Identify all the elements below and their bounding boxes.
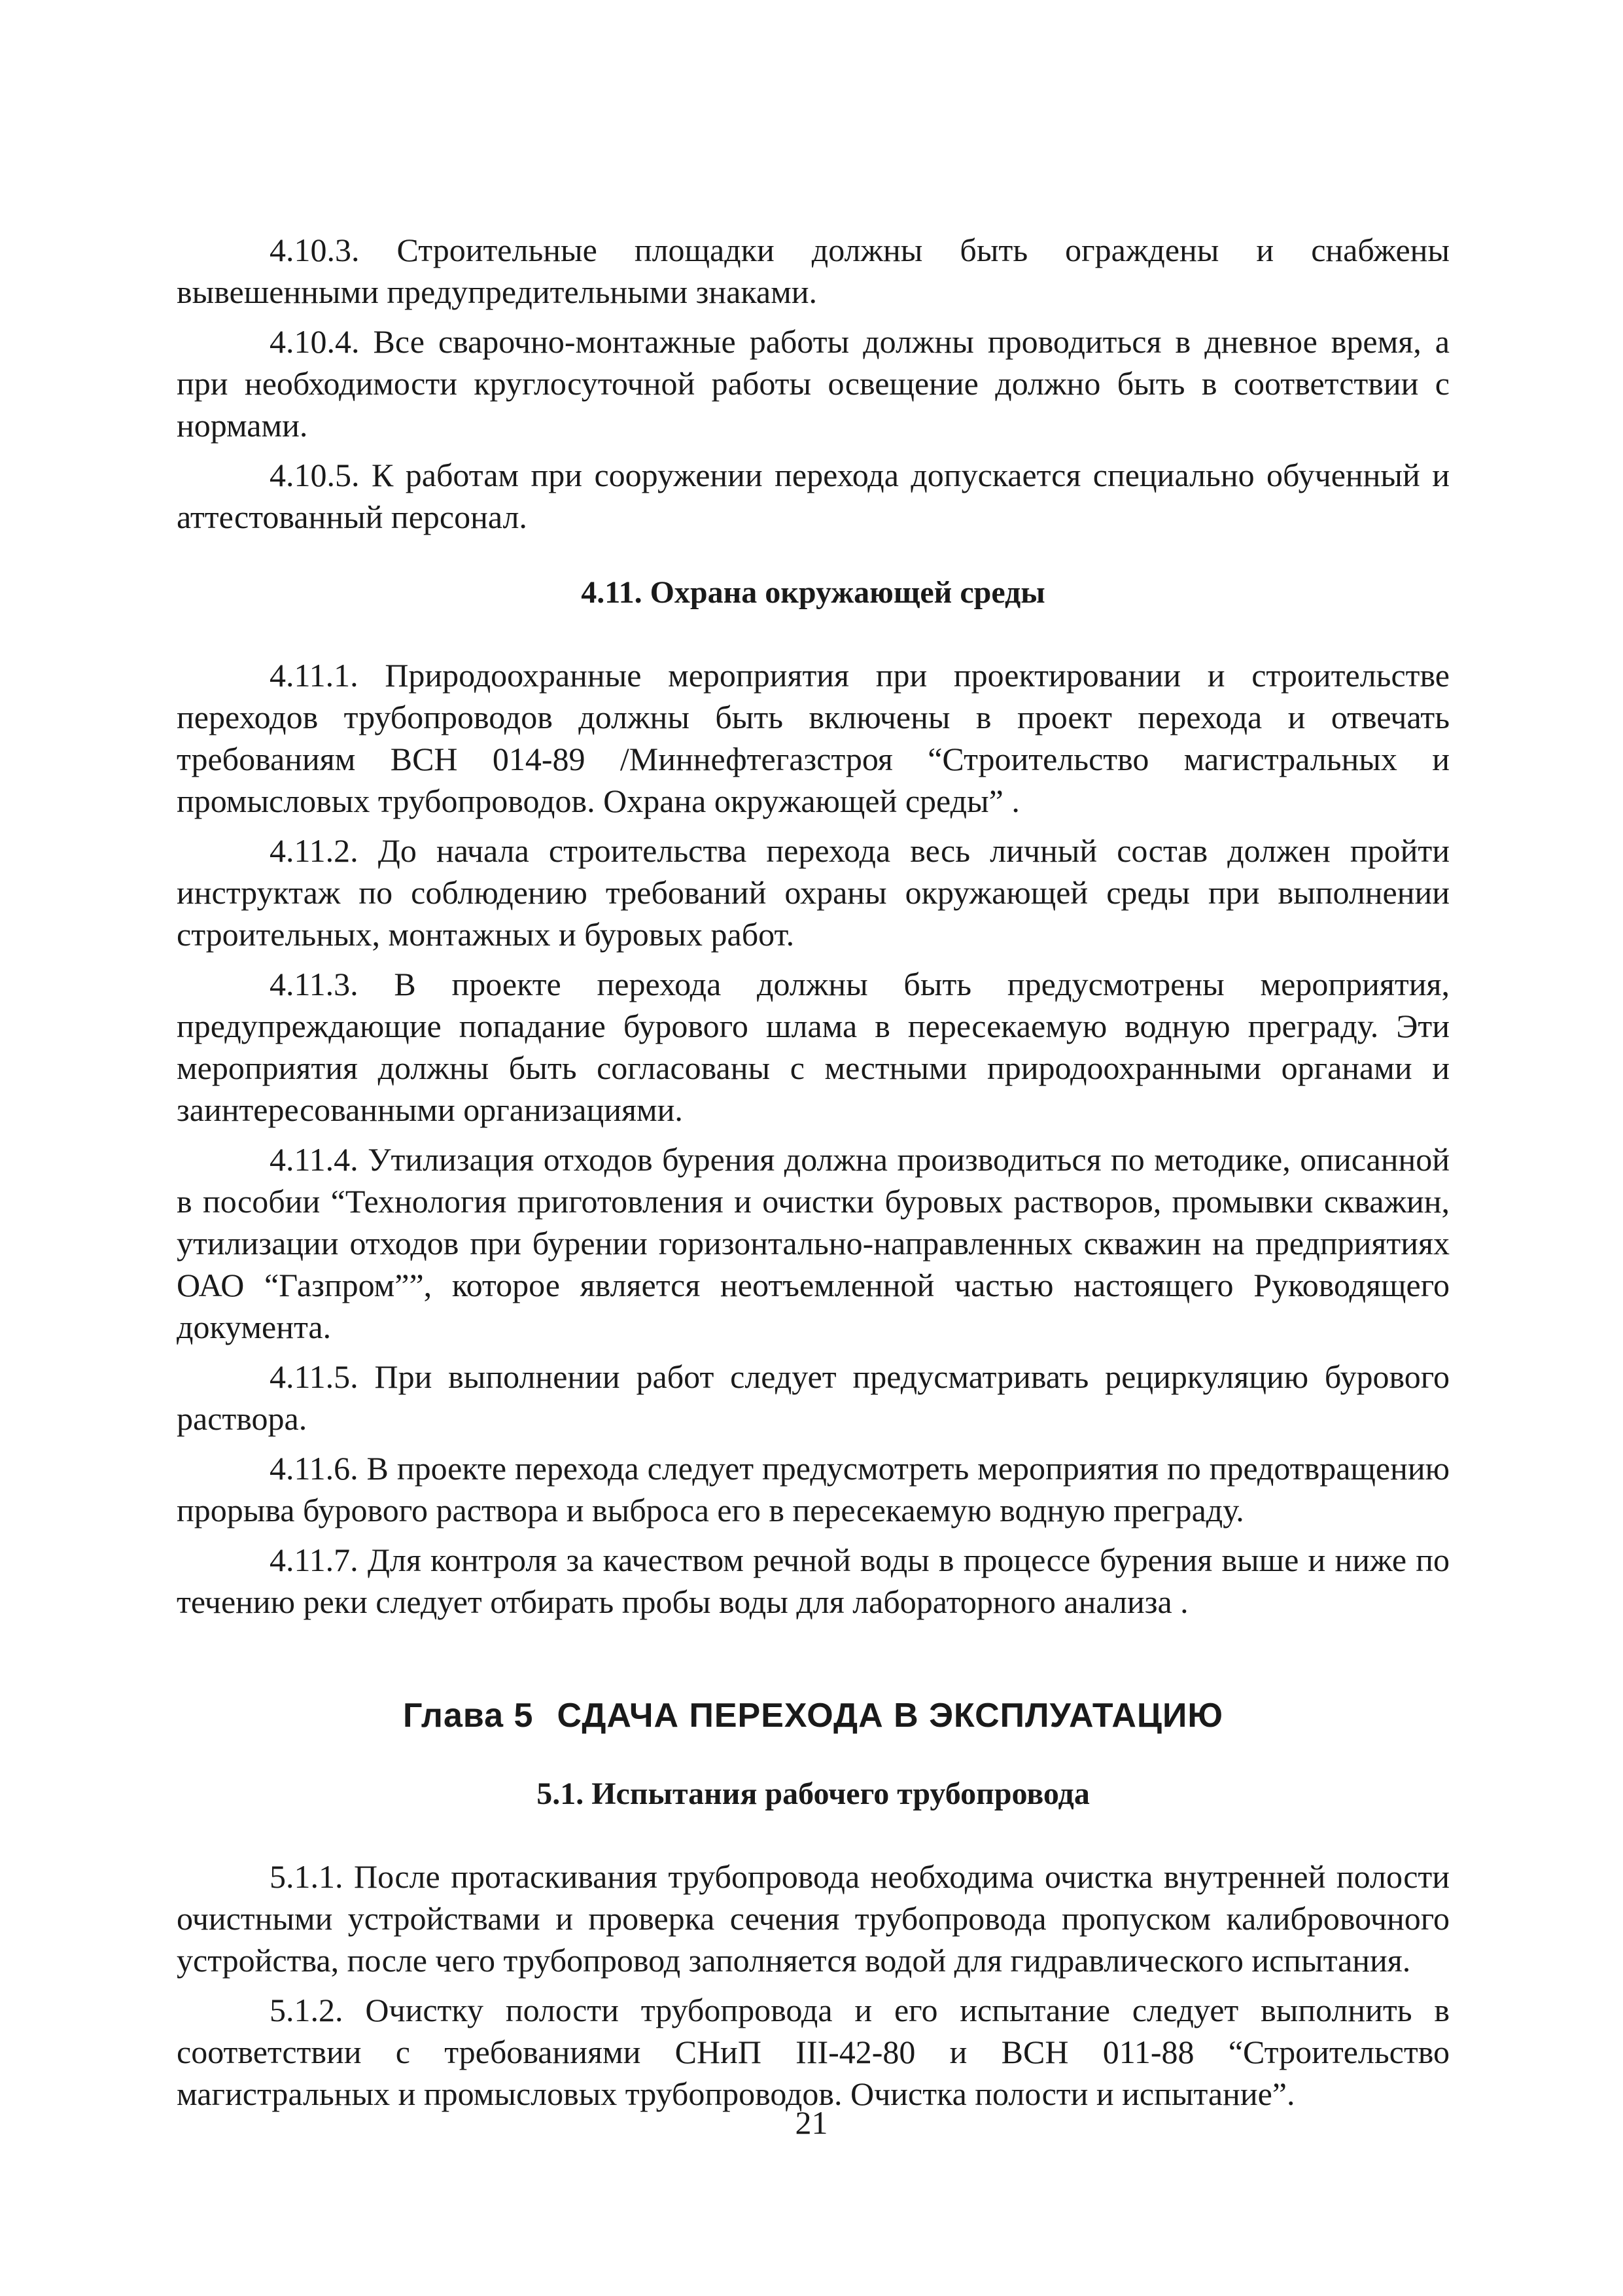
paragraph-4-11-3: 4.11.3. В проекте перехода должны быть предусмотрены мероприятия, предупреждающие попадание бурового шлама в пересекаемую водную преграду. Эти мероприятия должны быть согласованы с местными природоохранными органами и заинтересованными организациями. (177, 966, 1450, 1128)
document-page (177, 229, 1450, 2123)
page-number: 21 (795, 2104, 828, 2141)
paragraph-5-1-1: 5.1.1. После протаскивания трубопровода необходима очистка внутренней полости очистными устройствами и проверка сечения трубопровода пропуском калибровочного устройства, после чего трубопровод заполняется водой для гидравлического испытания. (177, 1858, 1450, 1979)
chapter-number: Глава 5 (403, 1697, 534, 1735)
paragraph-4-11-7: 4.11.7. Для контроля за качеством речной воды в процессе бурения выше и ниже по течению реки следует отбирать пробы воды для лабораторного анализа . (177, 1542, 1450, 1620)
paragraph-4-10-3: 4.10.3. Строительные площадки должны быть ограждены и снабжены вывешенными предупредительными знаками. (177, 232, 1450, 310)
paragraph-4-11-2: 4.11.2. До начала строительства перехода весь личный состав должен пройти инструктаж по соблюдению требований охраны окружающей среды при выполнении строительных, монтажных и буровых работ. (177, 832, 1450, 953)
paragraph-4-10-4: 4.10.4. Все сварочно-монтажные работы должны проводиться в дневное время, а при необходимости круглосуточной работы освещение должно быть в соответствии с нормами. (177, 323, 1450, 444)
chapter-heading (177, 1695, 1450, 1737)
paragraph-4-11-1: 4.11.1. Природоохранные мероприятия при проектировании и строительстве переходов трубопроводов должны быть включены в проект перехода и отвечать требованиям ВСН 014-89 /Миннефтегазстроя “Строительство магистральных и промысловых трубопроводов. Охрана окружающей среды” . (177, 657, 1450, 819)
paragraph-4-10-5: 4.10.5. К работам при сооружении перехода допускается специально обученный и аттестованный персонал. (177, 457, 1450, 535)
chapter-title: СДАЧА ПЕРЕХОДА В ЭКСПЛУАТАЦИЮ (557, 1697, 1223, 1735)
paragraph-4-11-6: 4.11.6. В проекте перехода следует предусмотреть мероприятия по предотвращению прорыва бурового раствора и выброса его в пересекаемую водную преграду. (177, 1450, 1450, 1528)
paragraph-4-11-5: 4.11.5. При выполнении работ следует предусматривать рециркуляцию бурового раствора. (177, 1358, 1450, 1437)
paragraph-5-1-2: 5.1.2. Очистку полости трубопровода и его испытание следует выполнить в соответствии с требованиями СНиП III-42-80 и ВСН 011-88 “Строительство магистральных и промысловых трубопроводов. Очистка полости и испытание”. (177, 1992, 1450, 2112)
section-heading-5-1: 5.1. Испытания рабочего трубопровода (536, 1776, 1090, 1811)
section-heading-4-11: 4.11. Охрана окружающей среды (581, 575, 1045, 610)
paragraph-4-11-4: 4.11.4. Утилизация отходов бурения должна производиться по методике, описанной в пособии “Технология приготовления и очистки буровых растворов, промывки скважин, утилизации отходов при бурении горизонтально-направленных скважин на предприятиях ОАО “Газпром””, которое является неотъемленной частью настоящего Руководящего документа. (177, 1141, 1450, 1345)
